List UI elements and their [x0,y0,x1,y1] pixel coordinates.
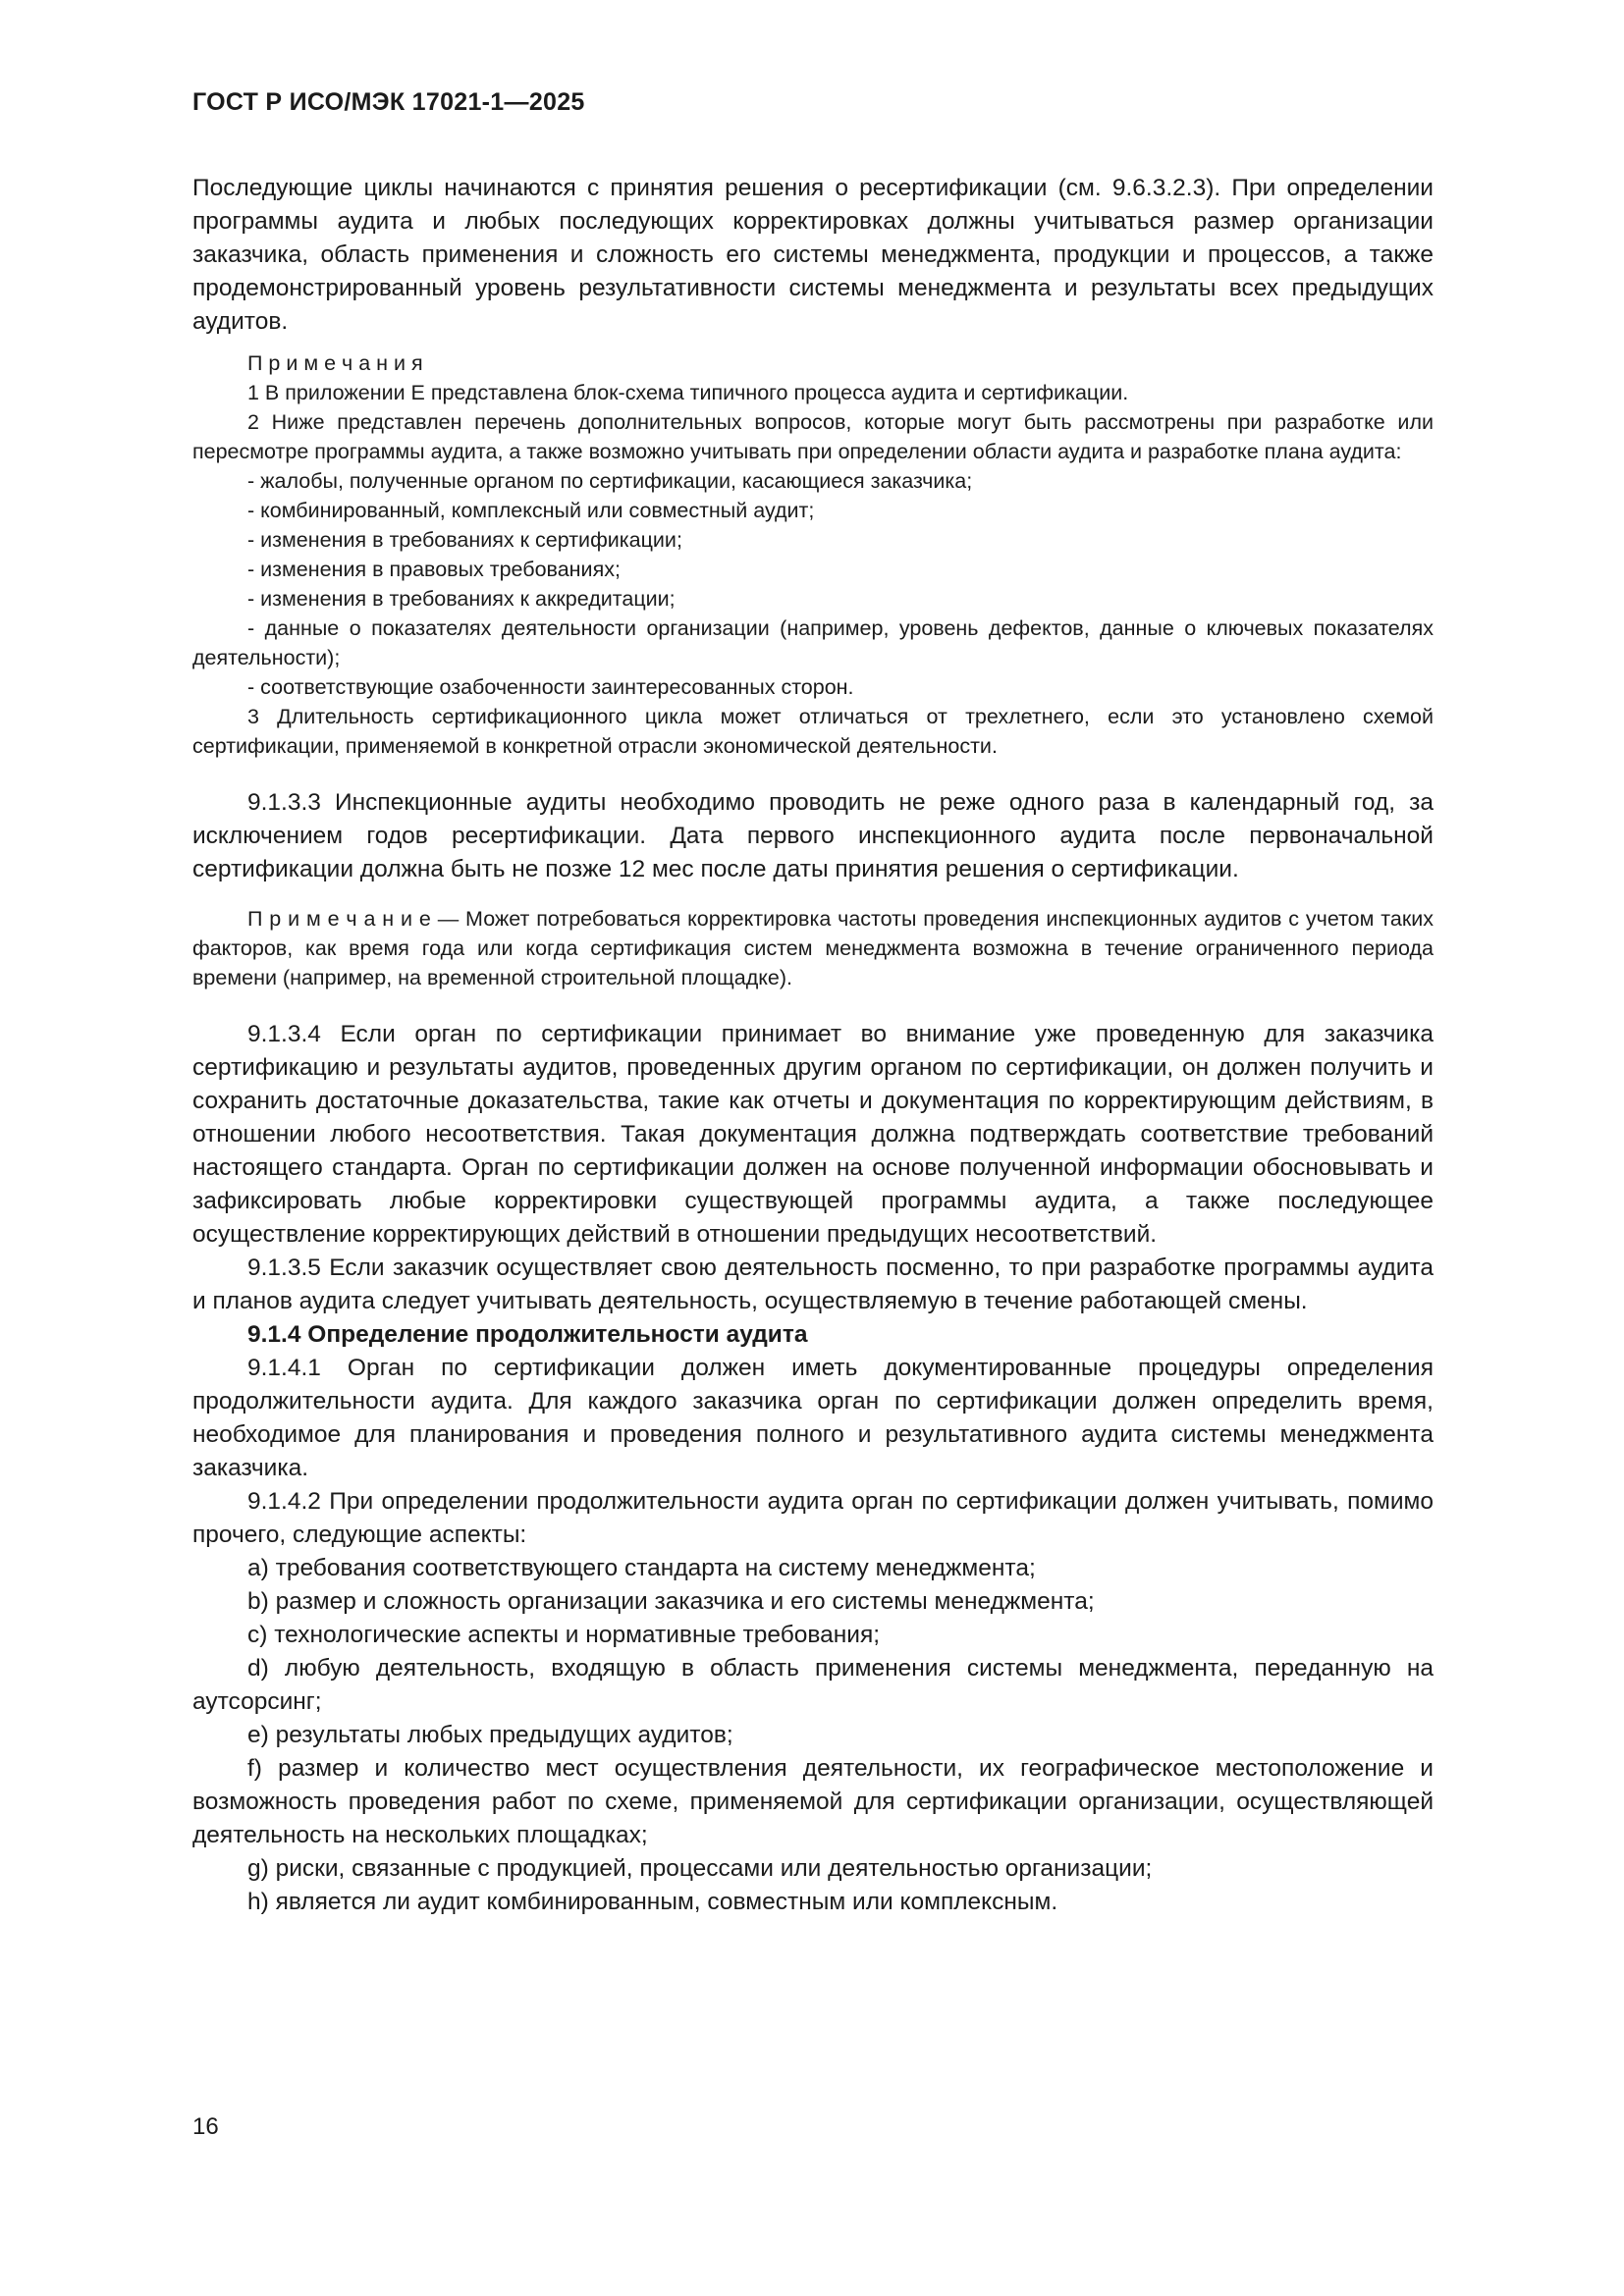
list-item-f: f) размер и количество мест осуществления деятельности, их географическое местоположение и возможность проведения работ по схеме, применяемой для сертификации организации, осуществляющей деятельность на нескольких площадках; [192,1755,1434,1848]
page-number: 16 [192,2113,219,2140]
note-surveillance-frequency: П р и м е ч а н и е — Может потребоваться корректировка частоты проведения инспекционных аудитов с учетом таких факторов, как время года или когда сертификация систем менеджмента возможна в течение ограниченного периода времени (например, на временной строительной площадке). [192,907,1434,989]
list-item-c: c) технологические аспекты и нормативные требования; [247,1622,881,1648]
note-2-list-item-stakeholder-concerns: - соответствующие озабоченности заинтересованных сторон. [247,675,854,699]
note-1: 1 В приложении Е представлена блок-схема типичного процесса аудита и сертификации. [247,381,1129,404]
note-2-list-item-combined-audit: - комбинированный, комплексный или совместный аудит; [247,499,815,522]
section-9-1-3-5: 9.1.3.5 Если заказчик осуществляет свою деятельность посменно, то при разработке программы аудита и планов аудита следует учитывать деятельность, осуществляемую в течение работающей смены. [192,1255,1434,1314]
notes-heading: П р и м е ч а н и я [247,351,423,375]
note-2-list-item-legal-requirements: - изменения в правовых требованиях; [247,558,621,581]
list-item-h: h) является ли аудит комбинированным, совместным или комплексным. [247,1889,1058,1915]
note-2-list-item-accreditation-requirements: - изменения в требованиях к аккредитации; [247,587,676,611]
section-9-1-3-4: 9.1.3.4 Если орган по сертификации принимает во внимание уже проведенную для заказчика сертификацию и результаты аудитов, проведенных другим органом по сертификации, он должен получить и сохранить достаточные доказательства, такие как отчеты и документация по корректирующим действиям, в отношении любого несоответствия. Такая документация должна подтверждать соответствие требований настоящего стандарта. Орган по сертификации должен на основе полученной информации обосновывать и зафиксировать любые корректировки существующей программы аудита, а также последующее осуществление корректирующих действий в отношении предыдущих несоответствий. [192,1021,1434,1248]
note-2-list-item-performance-data: - данные о показателях деятельности организации (например, уровень дефектов, данные о ключевых показателях деятельности); [192,616,1434,669]
note-2-list-item-complaints: - жалобы, полученные органом по сертификации, касающиеся заказчика; [247,469,973,493]
note-3: 3 Длительность сертификационного цикла может отличаться от трехлетнего, если это установлено схемой сертификации, применяемой в конкретной отрасли экономической деятельности. [192,705,1434,758]
note-2-list-item-certification-requirements: - изменения в требованиях к сертификации; [247,528,682,552]
section-9-1-3-3: 9.1.3.3 Инспекционные аудиты необходимо проводить не реже одного раза в календарный год, за исключением годов ресертификации. Дата первого инспекционного аудита после первоначальной сертификации должна быть не позже 12 мес после даты принятия решения о сертификации. [192,789,1434,882]
list-item-e: e) результаты любых предыдущих аудитов; [247,1722,733,1748]
list-item-d: d) любую деятельность, входящую в область применения системы менеджмента, переданную на аутсорсинг; [192,1655,1434,1715]
list-item-a: a) требования соответствующего стандарта на систему менеджмента; [247,1555,1036,1581]
list-item-b: b) размер и сложность организации заказчика и его системы менеджмента; [247,1588,1095,1615]
running-header: ГОСТ Р ИСО/МЭК 17021-1—2025 [192,88,585,116]
list-item-g: g) риски, связанные с продукцией, процессами или деятельностью организации; [247,1855,1153,1882]
section-9-1-4-2: 9.1.4.2 При определении продолжительности аудита орган по сертификации должен учитывать, помимо прочего, следующие аспекты: [192,1488,1434,1548]
paragraph-recertification-cycles: Последующие циклы начинаются с принятия решения о ресертификации (см. 9.6.3.2.3). При определении программы аудита и любых последующих корректировках должны учитываться размер организации заказчика, область применения и сложность его системы менеджмента, продукции и процессов, а также продемонстрированный уровень результативности системы менеджмента и результаты всех предыдущих аудитов. [192,175,1434,335]
section-9-1-4-1: 9.1.4.1 Орган по сертификации должен иметь документированные процедуры определения продолжительности аудита. Для каждого заказчика орган по сертификации должен определить время, необходимое для планирования и проведения полного и результативного аудита системы менеджмента заказчика. [192,1355,1434,1481]
heading-9-1-4: 9.1.4 Определение продолжительности аудита [247,1321,808,1348]
note-2: 2 Ниже представлен перечень дополнительных вопросов, которые могут быть рассмотрены при разработке или пересмотре программы аудита, а также возможно учитывать при определении области аудита и разработке плана аудита: [192,410,1434,463]
